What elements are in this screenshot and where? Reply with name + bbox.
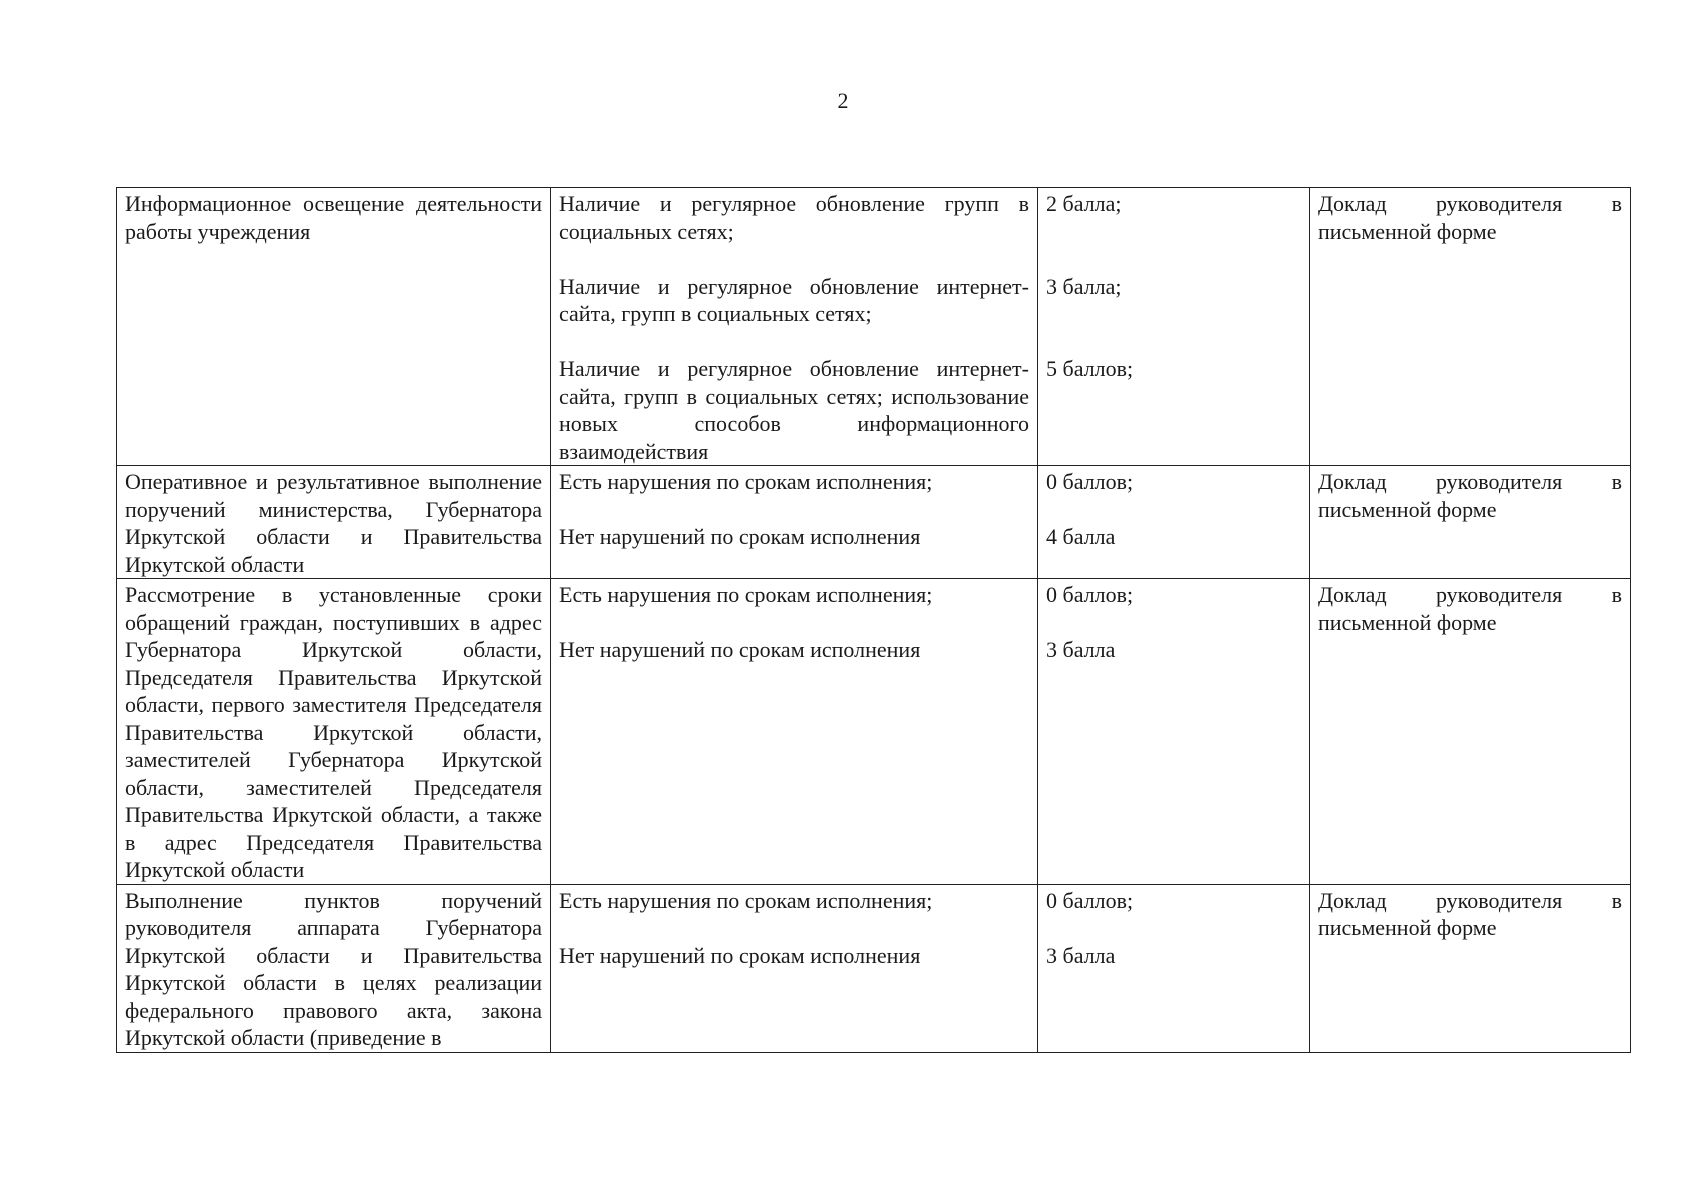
criteria-table	[116, 187, 1631, 1053]
condition-text: Есть нарушения по срокам исполнения;	[559, 887, 933, 913]
score-text: 3 балла	[1046, 637, 1116, 662]
score-text: 3 балла;	[1046, 273, 1122, 299]
scores-cell	[1038, 466, 1310, 579]
confirmation-cell	[1310, 466, 1631, 579]
scores-cell	[1038, 188, 1310, 466]
conditions-cell	[551, 884, 1038, 1052]
condition-text: Наличие и регулярное обновление интернет-сайта, групп в социальных сетях; использование новых способов информационного взаимодействия	[559, 356, 1029, 464]
criterion-cell	[117, 884, 551, 1052]
score-text: 0 баллов;	[1046, 887, 1134, 913]
table-row	[117, 884, 1631, 1052]
condition-text: Есть нарушения по срокам исполнения;	[559, 582, 933, 607]
scores-cell	[1038, 884, 1310, 1052]
condition-text: Нет нарушений по срокам исполнения	[559, 524, 921, 549]
conditions-cell	[551, 579, 1038, 885]
score-text: 4 балла	[1046, 524, 1116, 549]
criterion-cell	[117, 466, 551, 579]
condition-text: Наличие и регулярное обновление групп в социальных сетях;	[559, 191, 1029, 244]
confirmation-cell	[1310, 579, 1631, 885]
confirmation-cell	[1310, 884, 1631, 1052]
confirmation-text: Доклад руководителя в письменной форме	[1318, 469, 1622, 522]
condition-text: Есть нарушения по срокам исполнения;	[559, 469, 933, 494]
score-text: 5 баллов;	[1046, 356, 1134, 381]
table-row	[117, 579, 1631, 885]
conditions-cell	[551, 466, 1038, 579]
condition-text: Наличие и регулярное обновление интернет-сайта, групп в социальных сетях;	[559, 273, 1029, 326]
score-text: 0 баллов;	[1046, 582, 1134, 607]
criterion-cell	[117, 188, 551, 466]
score-text: 2 балла;	[1046, 191, 1122, 216]
condition-text: Нет нарушений по срокам исполнения	[559, 637, 921, 662]
scores-cell	[1038, 579, 1310, 885]
criterion-cell	[117, 579, 551, 885]
score-text: 3 балла	[1046, 942, 1116, 968]
confirmation-text: Доклад руководителя в письменной форме	[1318, 191, 1622, 244]
page-number: 2	[837, 88, 849, 113]
criterion-text: Оперативное и результативное выполнение поручений министерства, Губернатора Иркутской области и Правительства Иркутской области	[125, 469, 542, 577]
confirmation-cell	[1310, 188, 1631, 466]
criterion-text: Выполнение пунктов поручений руководителя аппарата Губернатора Иркутской области и Правительства Иркутской области в целях реализации федерального правового акта, закона Иркутской области (приведение в	[125, 887, 542, 1050]
condition-text: Нет нарушений по срокам исполнения	[559, 942, 921, 968]
table-row	[117, 188, 1631, 466]
criterion-text: Информационное освещение деятельности работы учреждения	[125, 191, 542, 244]
score-text: 0 баллов;	[1046, 469, 1134, 494]
confirmation-text: Доклад руководителя в письменной форме	[1318, 582, 1622, 635]
criterion-text: Рассмотрение в установленные сроки обращений граждан, поступивших в адрес Губернатора Иркутской области, Председателя Правительства Иркутской области, первого заместителя Председателя Правительства Иркутской области, заместителей Губернатора Иркутской области, заместителей Председателя Правительства Иркутской области, а также в адрес Председателя Правительства Иркутской области	[125, 582, 542, 882]
confirmation-text: Доклад руководителя в письменной форме	[1318, 887, 1622, 940]
conditions-cell	[551, 188, 1038, 466]
table-row	[117, 466, 1631, 579]
